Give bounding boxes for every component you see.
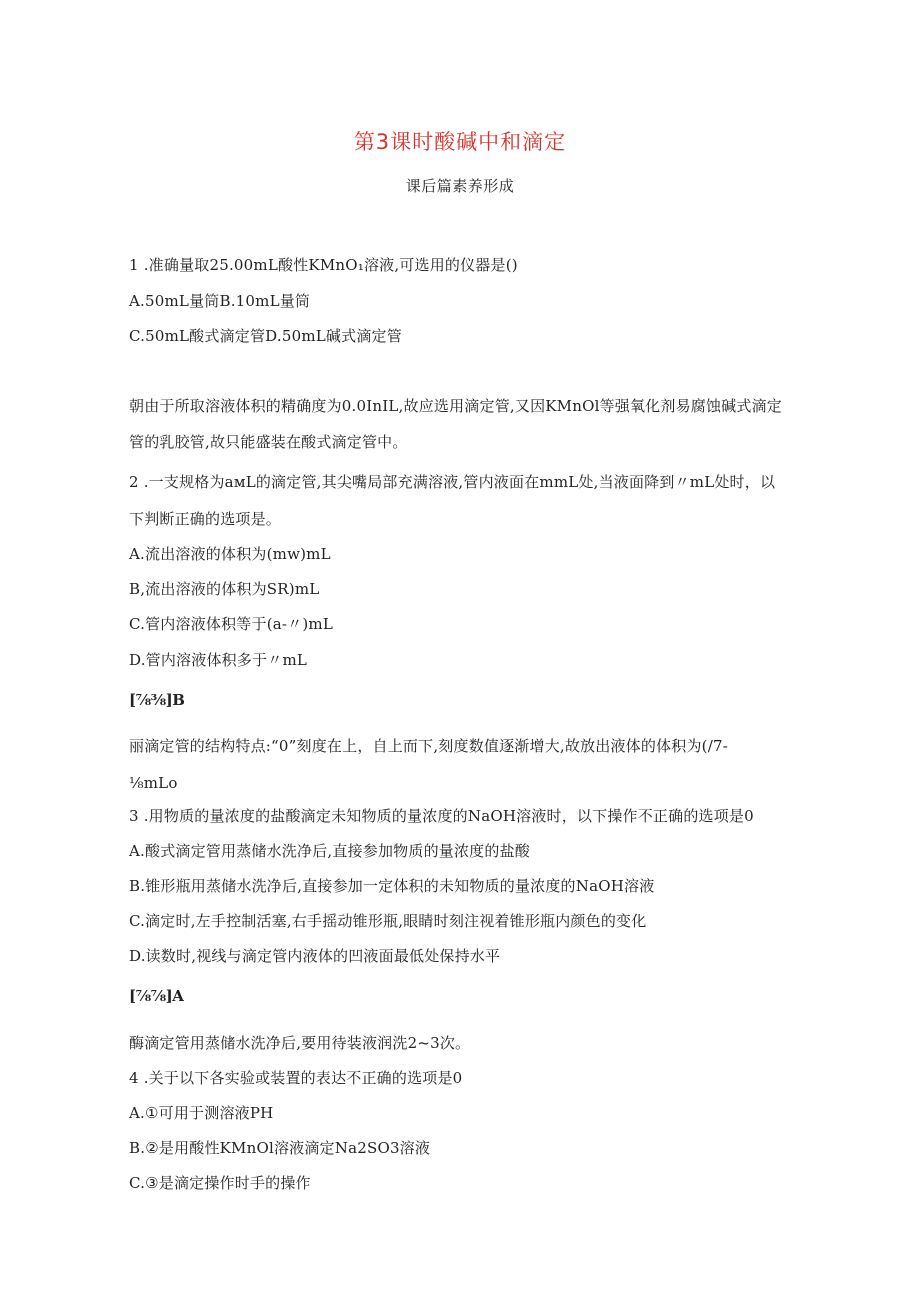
question-4-option-c: C.③是滴定操作时手的操作 (129, 1174, 311, 1192)
question-1-explanation-cont: 管的乳胶管,故只能盛装在酸式滴定管中。 (129, 433, 408, 451)
question-2-option-a: A.流出溶液的体积为(mw)mL (129, 545, 331, 563)
page-title: 第3课时酸碱中和滴定 (353, 130, 567, 154)
question-2-stem-cont: 下判断正确的选项是。 (129, 510, 282, 528)
question-2-option-c: C.管内溶液体积等于(a-〃)mL (129, 615, 334, 633)
question-1-options-cd: C.50mL酸式滴定管D.50mL碱式滴定管 (129, 327, 402, 345)
question-3-option-a: A.酸式滴定管用蒸储水洗净后,直接参加物质的量浓度的盐酸 (129, 842, 530, 860)
question-2-explanation: 丽滴定管的结构特点:“0”刻度在上，自上而下,刻度数值逐渐增大,故放出液体的体积为(/7- (129, 737, 728, 755)
question-2-answer: [⅞⅜]B (129, 691, 185, 709)
question-4-option-a: A.①可用于测溶液PH (129, 1104, 274, 1122)
question-3-option-d: D.读数时,视线与滴定管内液体的凹液面最低处保持水平 (129, 947, 501, 965)
question-3-answer: [⅞⅞]A (129, 987, 184, 1005)
question-4-stem: 4 .关于以下各实验或装置的表达不正确的选项是0 (129, 1069, 463, 1087)
page-subtitle: 课后篇素养形成 (405, 177, 515, 195)
question-3-option-c: C.滴定时,左手控制活塞,右手摇动锥形瓶,眼睛时刻注视着锥形瓶内颜色的变化 (129, 912, 647, 930)
question-4-option-b: B.②是用酸性KMnOl溶液滴定Na2SO3溶液 (129, 1139, 431, 1157)
question-2-stem: 2 .一支规格为aмL的滴定管,其尖嘴局部充满溶液,管内液面在mmL处,当液面降到〃mL处时，以 (129, 473, 776, 491)
question-1-explanation: 朝由于所取溶液体积的精确度为0.0InIL,故应选用滴定管,又因KMnOl等强氧化剂易腐蚀碱式滴定 (129, 397, 782, 415)
question-2-option-b: B,流出溶液的体积为SR)mL (129, 580, 320, 598)
question-1-stem: 1 .准确量取25.00mL酸性KMnO₁溶液,可选用的仪器是() (129, 256, 518, 274)
question-2-option-d: D.管内溶液体积多于〃mL (129, 651, 308, 669)
question-2-explanation-cont: ⅛mLo (129, 774, 178, 792)
question-3-option-b: B.锥形瓶用蒸储水洗净后,直接参加一定体积的未知物质的量浓度的NaOH溶液 (129, 877, 655, 895)
question-3-explanation: 酶滴定管用蒸储水洗净后,要用待装液润洗2~3次。 (129, 1034, 471, 1052)
question-3-stem: 3 .用物质的量浓度的盐酸滴定未知物质的量浓度的NaOH溶液时，以下操作不正确的选项是0 (129, 807, 754, 825)
question-1-options-ab: A.50mL量筒B.10mL量筒 (129, 292, 311, 310)
